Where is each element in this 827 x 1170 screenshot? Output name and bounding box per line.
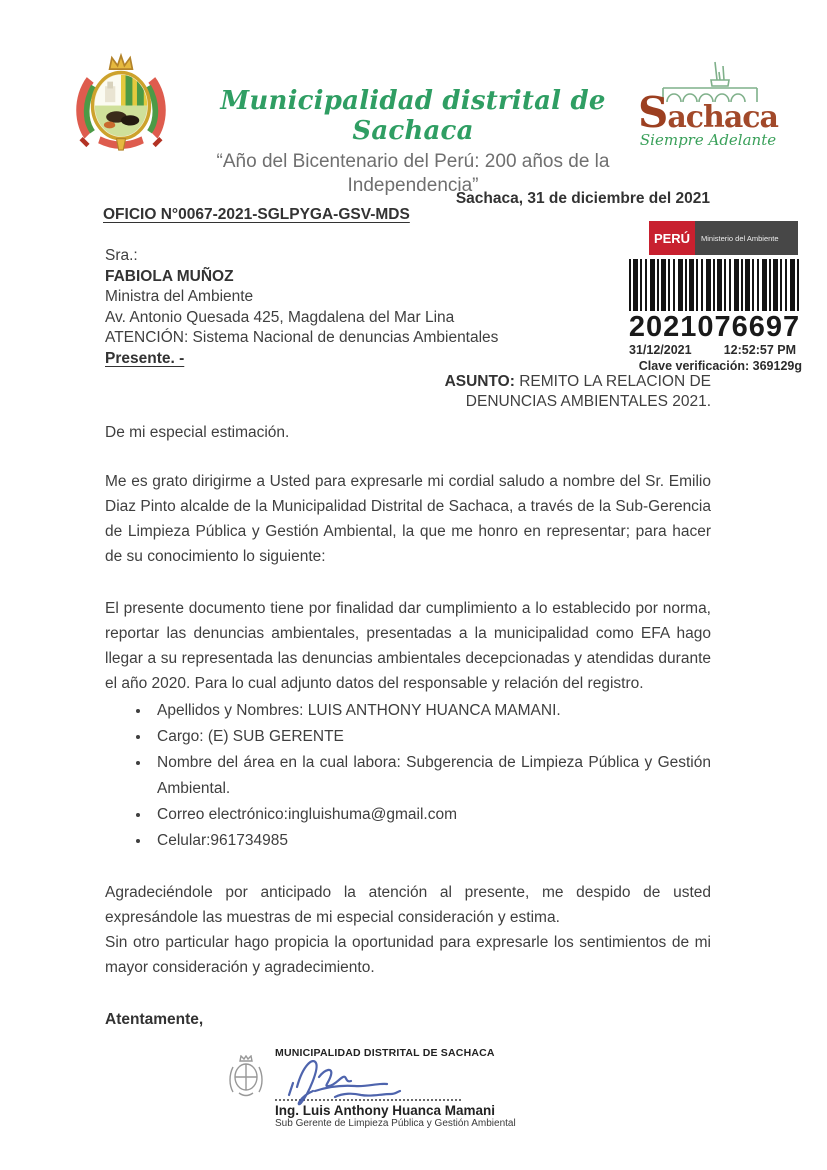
- letter-body: [105, 246, 711, 1129]
- presente-line: Presente. -: [105, 349, 185, 367]
- signature-block: [233, 1047, 516, 1129]
- bicentennial-subtitle: “Año del Bicentenario del Perú: 200 años de la Independencia”: [216, 151, 610, 196]
- sachaca-logo: [633, 60, 783, 149]
- verification-key: Clave verificación: 369129g: [638, 359, 802, 373]
- peru-label: PERÚ: [649, 221, 695, 255]
- stamp-time: 12:52:57 PM: [723, 343, 796, 357]
- closing-paragraph-2: Sin otro particular hago propicia la oportunidad para expresarle los sentimientos de mi mayor consideración y agradecimiento.: [105, 934, 711, 976]
- greeting: De mi especial estimación.: [105, 424, 290, 441]
- list-item: • Celular:961734985: [151, 828, 711, 854]
- signoff: Atentamente,: [105, 1011, 204, 1028]
- subject-block: [363, 372, 711, 412]
- recipient-name: FABIOLA MUÑOZ: [105, 267, 234, 285]
- list-item: • Cargo: (E) SUB GERENTE: [151, 724, 711, 750]
- signature-name: Ing. Luis Anthony Huanca Mamani: [275, 1103, 496, 1118]
- dateline: Sachaca, 31 de diciembre del 2021: [455, 190, 710, 207]
- closing-paragraph-1: Agradeciéndole por anticipado la atención al presente, me despido de usted expresándole las muestras de mi especial consideración y estima.: [105, 884, 711, 926]
- signature-entity: MUNICIPALIDAD DISTRITAL DE SACHACA: [275, 1047, 495, 1059]
- recipient-role: Ministra del Ambiente: [105, 288, 254, 305]
- list-item: • Nombre del área en la cual labora: Subgerencia de Limpieza Pública y Gestión Ambiental.: [151, 750, 711, 802]
- header-title-block: [203, 86, 623, 198]
- recipient-attention: ATENCIÓN: Sistema Nacional de denuncias Ambientales: [105, 329, 499, 346]
- reference-number: OFICIO N°0067-2021-SGLPYGA-GSV-MDS: [103, 206, 410, 223]
- registry-number: 2021076697: [628, 311, 801, 343]
- logo-tagline: Siempre Adelante: [639, 131, 777, 149]
- signature-crest-icon: [227, 1055, 265, 1101]
- subject-label: ASUNTO:: [444, 373, 515, 390]
- list-item: • Apellidos y Nombres: LUIS ANTHONY HUANCA MAMANI.: [151, 698, 711, 724]
- recipient-address: Av. Antonio Quesada 425, Magdalena del Mar Lina: [105, 308, 455, 326]
- paragraph-2: El presente documento tiene por finalidad dar cumplimiento a lo establecido por norma, reportar las denuncias ambientales, presentadas a la municipalidad como EFA hago llegar a su representada las denuncias ambientales decepcionadas y atendidas durante el año 2020. Para lo cual adjunto datos del responsable y relación del registro.: [105, 600, 711, 692]
- signature-content: [275, 1047, 516, 1129]
- paragraph-1: Me es grato dirigirme a Usted para expresarle mi cordial saludo a nombre del Sr. Emilio Diaz Pinto alcalde de la Municipalidad Distrital de Sachaca, a través de la Sub-Gerencia de Limpieza Pública y Gestión Ambiental, la que me honro en representar; para hacer de su conocimiento lo siguiente:: [105, 473, 711, 565]
- ministry-label: Ministerio del Ambiente: [695, 221, 798, 255]
- responsible-data-list: [105, 698, 711, 854]
- list-item: • Correo electrónico:ingluishuma@gmail.com: [151, 802, 711, 828]
- subject-text: REMITO LA RELACION DE DENUNCIAS AMBIENTALES 2021.: [465, 373, 711, 410]
- signature-title: Sub Gerente de Limpieza Pública y Gestión Ambiental: [275, 1118, 516, 1129]
- municipality-title: Municipalidad distrital de Sachaca: [220, 86, 606, 146]
- logo-wordmark: Sachaca: [637, 88, 778, 137]
- stamp-date: 31/12/2021: [629, 343, 692, 357]
- recipient-block: [105, 246, 711, 369]
- recipient-salutation: Sra.:: [105, 247, 138, 264]
- coat-of-arms-icon: [62, 52, 180, 166]
